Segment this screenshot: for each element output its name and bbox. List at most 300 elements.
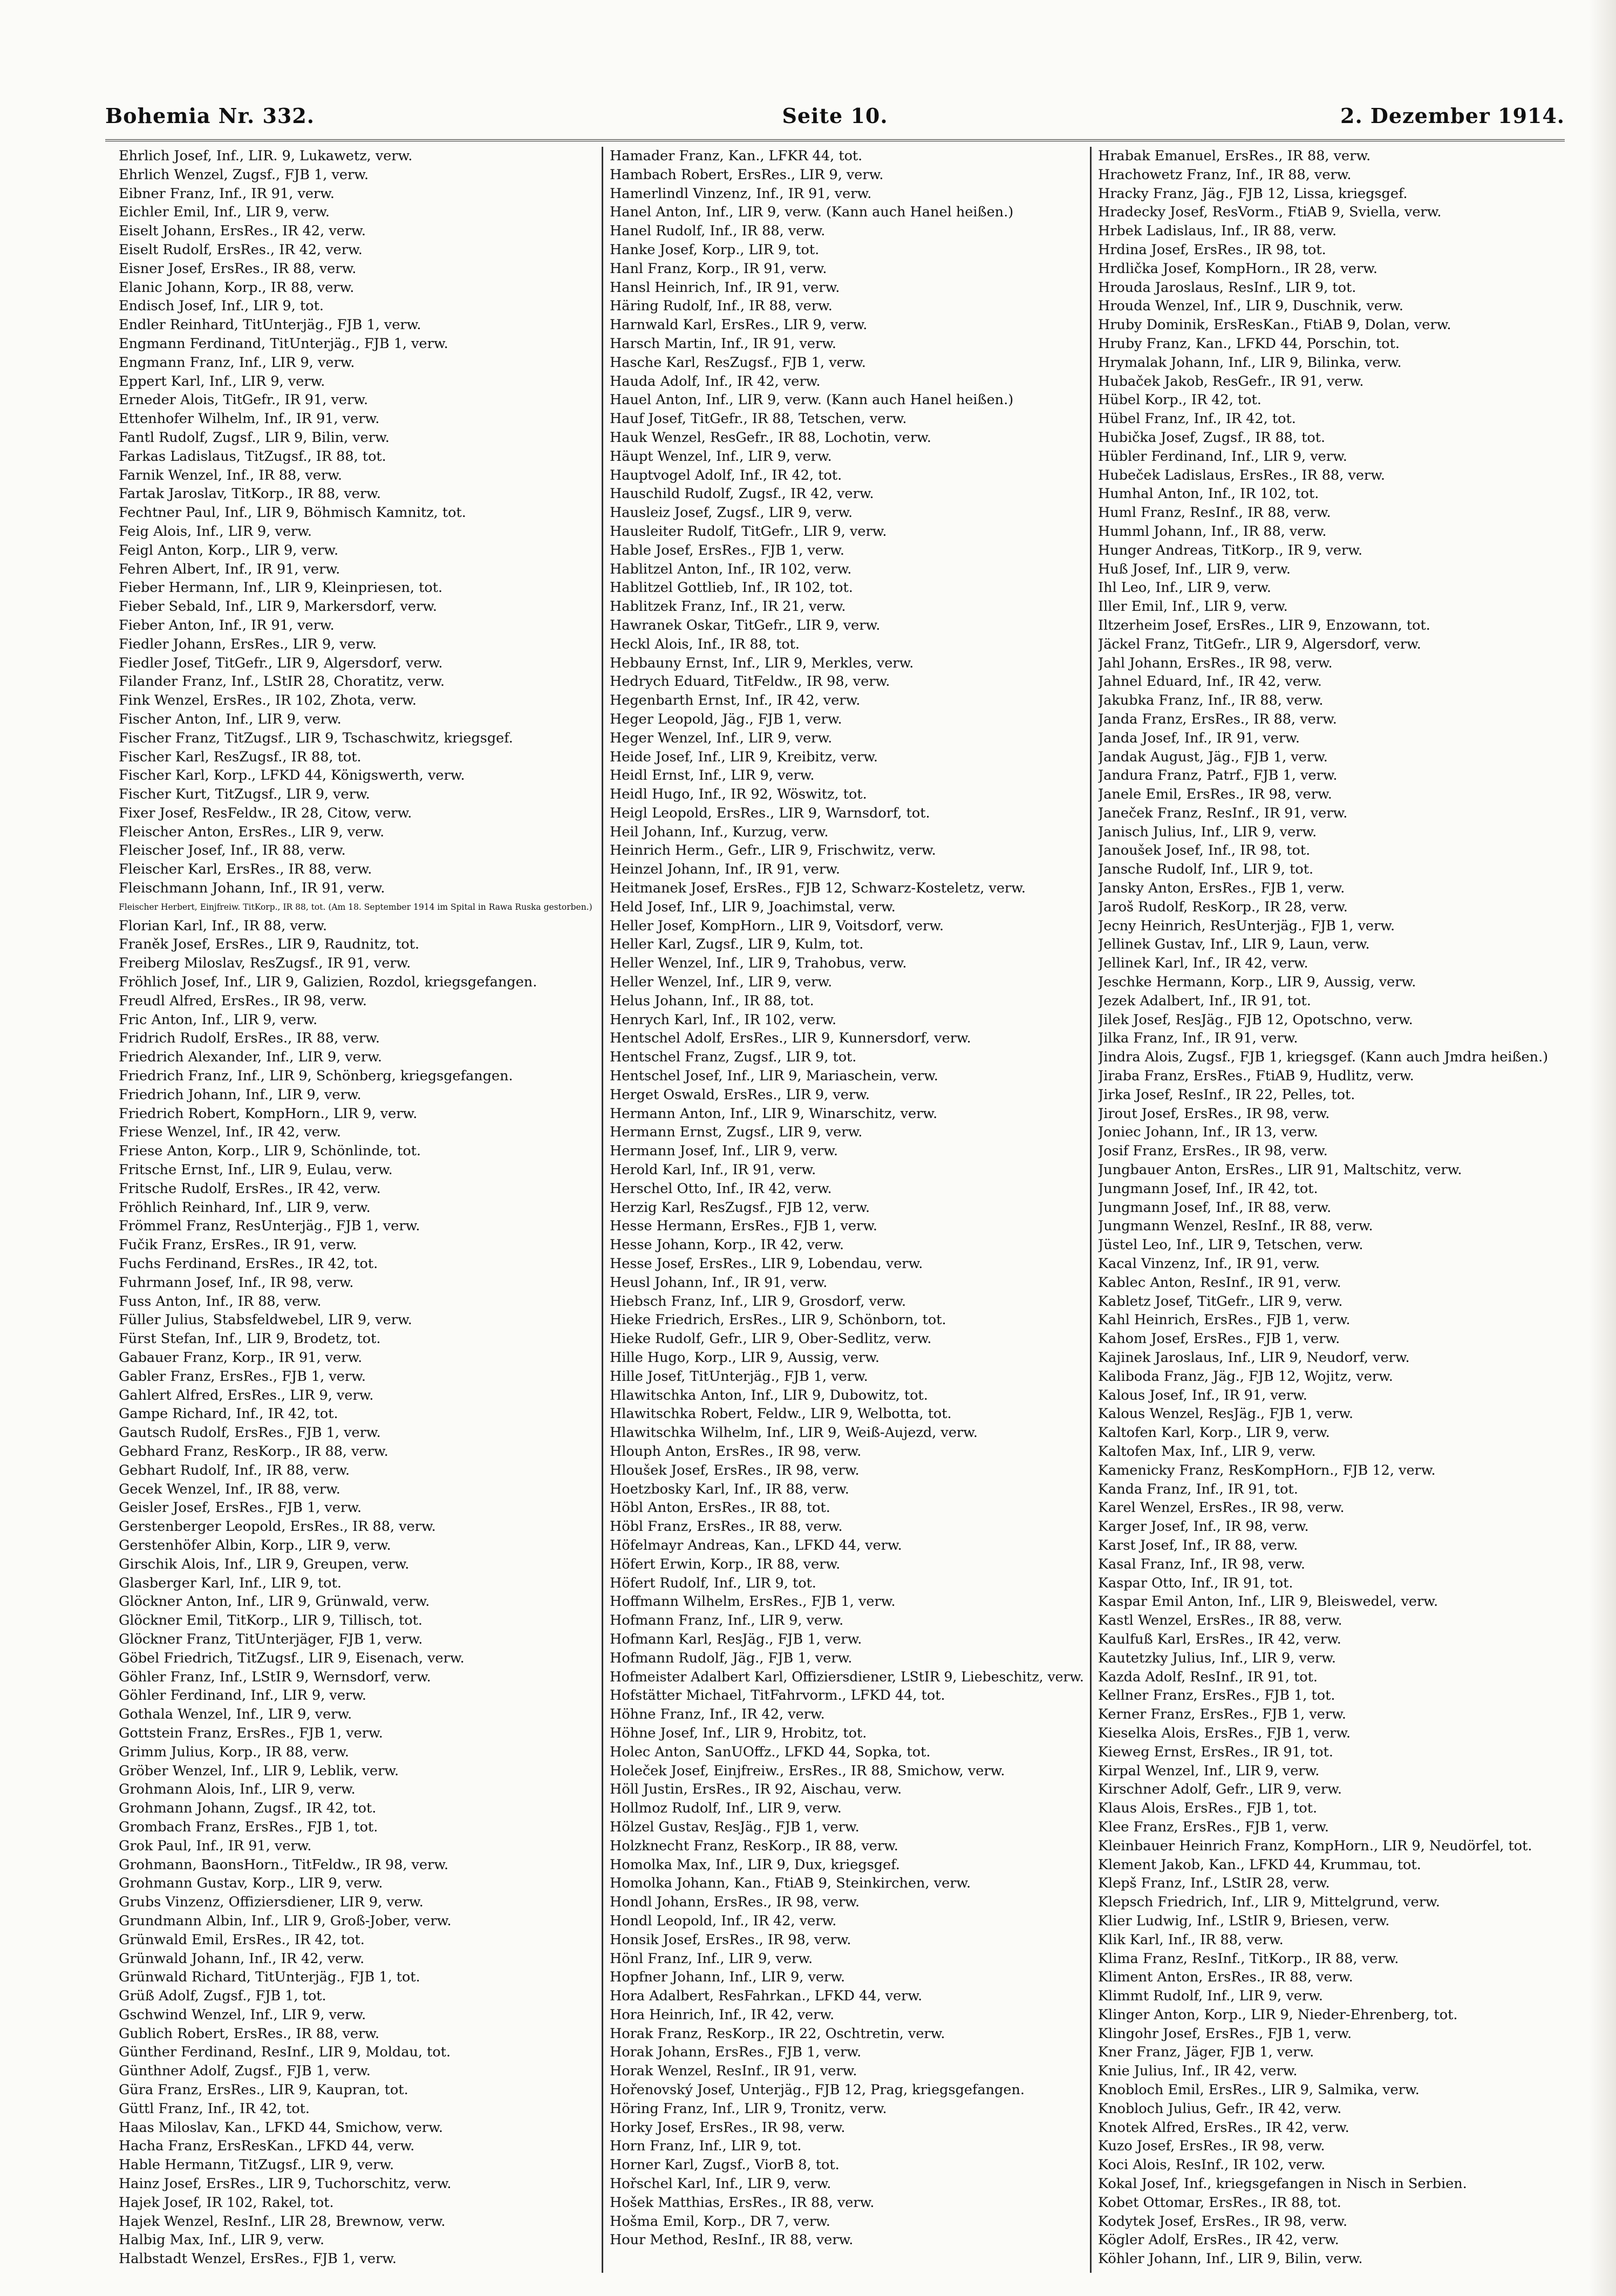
casualty-entry: Hamerlindl Vinzenz, Inf., IR 91, verw.	[610, 185, 872, 202]
casualty-entry: Joniec Johann, Inf., IR 13, verw.	[1098, 1124, 1318, 1141]
casualty-entry: Hasche Karl, ResZugsf., FJB 1, verw.	[610, 354, 866, 371]
casualty-entry: Gottstein Franz, ErsRes., FJB 1, verw.	[119, 1725, 383, 1741]
issue-date: 2. Dezember 1914.	[1340, 104, 1565, 128]
casualty-entry: Fleischmann Johann, Inf., IR 91, verw.	[119, 880, 385, 897]
casualty-entry: Kleinbauer Heinrich Franz, KompHorn., LIR 9, Neudörfel, tot.	[1098, 1837, 1532, 1854]
casualty-entry: Hübler Ferdinand, Inf., LIR 9, verw.	[1098, 448, 1347, 465]
casualty-entry: Heide Josef, Inf., LIR 9, Kreibitz, verw.	[610, 748, 878, 765]
casualty-entry: Haas Miloslav, Kan., LFKD 44, Smichow, verw.	[119, 2119, 443, 2136]
casualty-entry: Kastl Wenzel, ErsRes., IR 88, verw.	[1098, 1612, 1342, 1629]
casualty-entry: Klima Franz, ResInf., TitKorp., IR 88, verw.	[1098, 1950, 1399, 1967]
casualty-entry: Hofmann Karl, ResJäg., FJB 1, verw.	[610, 1631, 862, 1647]
casualty-entry: Jiraba Franz, ErsRes., FtiAB 9, Hudlitz, verw.	[1098, 1068, 1414, 1085]
casualty-entry: Grohmann Johann, Zugsf., IR 42, tot.	[119, 1800, 377, 1817]
casualty-entry: Kabletz Josef, TitGefr., LIR 9, verw.	[1098, 1293, 1343, 1310]
casualty-entry: Freudl Alfred, ErsRes., IR 98, verw.	[119, 992, 367, 1009]
casualty-entry: Franěk Josef, ErsRes., LIR 9, Raudnitz, tot.	[119, 936, 420, 953]
casualty-entry: Hlawitschka Robert, Feldw., LIR 9, Welbotta, tot.	[610, 1406, 952, 1422]
casualty-entry: Horak Johann, ErsRes., FJB 1, verw.	[610, 2044, 862, 2061]
casualty-entry: Heller Wenzel, Inf., LIR 9, verw.	[610, 974, 833, 991]
casualty-entry: Fröhlich Reinhard, Inf., LIR 9, verw.	[119, 1199, 371, 1216]
casualty-entry: Heger Leopold, Jäg., FJB 1, verw.	[610, 711, 842, 727]
casualty-entry: Klik Karl, Inf., IR 88, verw.	[1098, 1931, 1284, 1948]
casualty-entry: Hieke Rudolf, Gefr., LIR 9, Ober-Sedlitz, verw.	[610, 1331, 932, 1347]
casualty-entry: Hawranek Oskar, TitGefr., LIR 9, verw.	[610, 617, 881, 633]
casualty-entry: Hořenovský Josef, Unterjäg., FJB 12, Prag, kriegsgefangen.	[610, 2082, 1025, 2099]
casualty-entry: Kieselka Alois, ErsRes., FJB 1, verw.	[1098, 1725, 1351, 1741]
casualty-entry: Harnwald Karl, ErsRes., LIR 9, verw.	[610, 317, 868, 333]
casualty-entry: Grok Paul, Inf., IR 91, verw.	[119, 1837, 312, 1854]
casualty-entry: Fieber Hermann, Inf., LIR 9, Kleinpriesen, tot.	[119, 580, 443, 596]
casualty-entry: Hošek Matthias, ErsRes., IR 88, verw.	[610, 2194, 875, 2211]
casualty-entry: Fischer Franz, TitZugsf., LIR 9, Tschaschwitz, kriegsgef.	[119, 730, 513, 746]
casualty-entry: Feigl Anton, Korp., LIR 9, verw.	[119, 542, 339, 558]
casualty-entry: Gerstenberger Leopold, ErsRes., IR 88, verw.	[119, 1518, 436, 1535]
casualty-entry: Kamenicky Franz, ResKompHorn., FJB 12, verw.	[1098, 1462, 1436, 1479]
casualty-entry: Fehren Albert, Inf., IR 91, verw.	[119, 561, 340, 577]
casualty-entry: Feig Alois, Inf., LIR 9, verw.	[119, 523, 312, 540]
casualty-entry: Fleischer Anton, ErsRes., LIR 9, verw.	[119, 823, 385, 840]
casualty-entry: Göhler Ferdinand, Inf., LIR 9, verw.	[119, 1687, 367, 1704]
casualty-entry: Grohmann, BaonsHorn., TitFeldw., IR 98, verw.	[119, 1856, 449, 1873]
casualty-entry: Grünwald Richard, TitUnterjäg., FJB 1, tot.	[119, 1969, 420, 1986]
casualty-entry: Kuzo Josef, ErsRes., IR 98, verw.	[1098, 2138, 1325, 2155]
casualty-entry: Kobet Ottomar, ErsRes., IR 88, tot.	[1098, 2194, 1341, 2211]
casualty-entry: Knobloch Emil, ErsRes., LIR 9, Salmika, verw.	[1098, 2082, 1420, 2099]
casualty-entry: Jirka Josef, ResInf., IR 22, Pelles, tot.	[1098, 1086, 1355, 1103]
casualty-entry: Grünwald Emil, ErsRes., IR 42, tot.	[119, 1931, 365, 1948]
casualty-entry: Jungmann Josef, Inf., IR 42, tot.	[1098, 1180, 1318, 1197]
casualty-entry: Gschwind Wenzel, Inf., LIR 9, verw.	[119, 2006, 366, 2023]
casualty-entry: Hondl Johann, ErsRes., IR 98, verw.	[610, 1894, 860, 1911]
casualty-entry: Gampe Richard, Inf., IR 42, tot.	[119, 1406, 338, 1422]
casualty-entry: Heitmanek Josef, ErsRes., FJB 12, Schwarz-Kosteletz, verw.	[610, 880, 1026, 897]
casualty-entry: Heigl Leopold, ErsRes., LIR 9, Warnsdorf, tot.	[610, 805, 930, 821]
casualty-entry: Jahl Johann, ErsRes., IR 98, verw.	[1098, 655, 1333, 671]
casualty-entry: Fleischer Josef, Inf., IR 88, verw.	[119, 842, 346, 859]
casualty-entry: Endler Reinhard, TitUnterjäg., FJB 1, verw.	[119, 317, 421, 333]
casualty-entry: Kliment Anton, ErsRes., IR 88, verw.	[1098, 1969, 1353, 1986]
casualty-entry: Güra Franz, ErsRes., LIR 9, Kaupran, tot.	[119, 2082, 408, 2099]
casualty-entry: Hable Josef, ErsRes., FJB 1, verw.	[610, 542, 844, 558]
casualty-entry: Klement Jakob, Kan., LFKD 44, Krummau, tot.	[1098, 1856, 1421, 1873]
casualty-entry: Hölzel Gustav, ResJäg., FJB 1, verw.	[610, 1818, 860, 1835]
casualty-entry: Jandura Franz, Patrf., FJB 1, verw.	[1098, 767, 1338, 784]
casualty-entry: Filander Franz, Inf., LStIR 28, Choratitz, verw.	[119, 673, 445, 690]
casualty-entry: Janda Josef, Inf., IR 91, verw.	[1098, 730, 1300, 746]
casualty-entry: Ehrlich Wenzel, Zugsf., FJB 1, verw.	[119, 166, 369, 183]
casualty-entry: Hesse Josef, ErsRes., LIR 9, Lobendau, verw.	[610, 1256, 923, 1272]
casualty-entry: Klepsch Friedrich, Inf., LIR 9, Mittelgrund, verw.	[1098, 1894, 1440, 1911]
casualty-entry: Fischer Karl, Korp., LFKD 44, Königswerth, verw.	[119, 767, 465, 784]
page-edge	[1589, 0, 1616, 2296]
casualty-entry: Jaroš Rudolf, ResKorp., IR 28, verw.	[1098, 898, 1348, 915]
casualty-entry: Hermann Ernst, Zugsf., LIR 9, verw.	[610, 1124, 863, 1141]
casualty-entry: Grüß Adolf, Zugsf., FJB 1, tot.	[119, 1988, 326, 2005]
casualty-entry: Hacha Franz, ErsResKan., LFKD 44, verw.	[119, 2138, 415, 2155]
casualty-entry: Höll Justin, ErsRes., IR 92, Aischau, verw.	[610, 1781, 902, 1798]
casualty-entry: Hrdina Josef, ErsRes., IR 98, tot.	[1098, 241, 1326, 258]
casualty-entry: Horner Karl, Zugsf., ViorB 8, tot.	[610, 2157, 840, 2174]
casualty-entry: Eisner Josef, ErsRes., IR 88, verw.	[119, 260, 357, 277]
casualty-entry: Fürst Stefan, Inf., LIR 9, Brodetz, tot.	[119, 1331, 381, 1347]
casualty-entry: Hořschel Karl, Inf., LIR 9, verw.	[610, 2176, 831, 2192]
casualty-entry: Grünwald Johann, Inf., IR 42, verw.	[119, 1950, 365, 1967]
casualty-entry: Günthner Adolf, Zugsf., FJB 1, verw.	[119, 2063, 371, 2080]
casualty-entry: Heil Johann, Inf., Kurzug, verw.	[610, 823, 829, 840]
casualty-entry: Heller Karl, Zugsf., LIR 9, Kulm, tot.	[610, 936, 864, 953]
casualty-entry: Humml Johann, Inf., IR 88, verw.	[1098, 523, 1327, 540]
casualty-entry: Hofmann Rudolf, Jäg., FJB 1, verw.	[610, 1650, 853, 1666]
casualty-entry: Hille Josef, TitUnterjäg., FJB 1, verw.	[610, 1368, 868, 1385]
casualty-entry: Ehrlich Josef, Inf., LIR. 9, Lukawetz, verw.	[119, 148, 413, 164]
casualty-entry: Kaspar Emil Anton, Inf., LIR 9, Bleiswedel, verw.	[1098, 1593, 1438, 1610]
casualty-entry: Höfelmayr Andreas, Kan., LFKD 44, verw.	[610, 1537, 902, 1554]
casualty-entry: Hubička Josef, Zugsf., IR 88, tot.	[1098, 429, 1326, 446]
casualty-entry: Heckl Alois, Inf., IR 88, tot.	[610, 636, 800, 652]
casualty-entry: Jeschke Hermann, Korp., LIR 9, Aussig, verw.	[1098, 974, 1416, 991]
casualty-entry: Heinrich Herm., Gefr., LIR 9, Frischwitz, verw.	[610, 842, 936, 859]
casualty-entry: Girschik Alois, Inf., LIR 9, Greupen, verw.	[119, 1556, 410, 1572]
casualty-entry: Höbl Anton, ErsRes., IR 88, tot.	[610, 1500, 830, 1516]
casualty-entry: Hofmeister Adalbert Karl, Offiziersdiener, LStIR 9, Liebeschitz, verw.	[610, 1668, 1084, 1685]
casualty-entry: Fritsche Ernst, Inf., LIR 9, Eulau, verw.	[119, 1162, 393, 1178]
casualty-entry: Hübel Franz, Inf., IR 42, tot.	[1098, 411, 1296, 427]
casualty-entry: Gahlert Alfred, ErsRes., LIR 9, verw.	[119, 1387, 374, 1404]
casualty-entry: Heusl Johann, Inf., IR 91, verw.	[610, 1274, 828, 1291]
casualty-entry: Hopfner Johann, Inf., LIR 9, verw.	[610, 1969, 845, 1986]
casualty-entry: Höhne Josef, Inf., LIR 9, Hrobitz, tot.	[610, 1725, 867, 1741]
casualty-entry: Kalous Josef, Inf., IR 91, verw.	[1098, 1387, 1307, 1404]
casualty-entry: Hauschild Rudolf, Zugsf., IR 42, verw.	[610, 486, 874, 502]
casualty-entry: Gebhart Rudolf, Inf., IR 88, verw.	[119, 1462, 350, 1479]
casualty-entry: Hlawitschka Wilhelm, Inf., LIR 9, Weiß-Aujezd, verw.	[610, 1425, 978, 1441]
casualty-entry: Engmann Ferdinand, TitUnterjäg., FJB 1, verw.	[119, 335, 448, 352]
casualty-entry: Jilek Josef, ResJäg., FJB 12, Opotschno, verw.	[1098, 1011, 1413, 1028]
casualty-entry: Hruby Franz, Kan., LFKD 44, Porschin, tot.	[1098, 335, 1400, 352]
casualty-entry: Hloušek Josef, ErsRes., IR 98, verw.	[610, 1462, 860, 1479]
casualty-entry: Karst Josef, Inf., IR 88, verw.	[1098, 1537, 1298, 1554]
casualty-entry: Hönl Franz, Inf., LIR 9, verw.	[610, 1950, 813, 1967]
casualty-entry: Kanda Franz, Inf., IR 91, tot.	[1098, 1481, 1298, 1497]
casualty-entry: Janda Franz, ErsRes., IR 88, verw.	[1098, 711, 1337, 727]
casualty-entry: Glöckner Anton, Inf., LIR 9, Grünwald, verw.	[119, 1593, 430, 1610]
casualty-entry: Fiedler Josef, TitGefr., LIR 9, Algersdorf, verw.	[119, 655, 443, 671]
casualty-entry: Fröhlich Josef, Inf., LIR 9, Galizien, Rozdol, kriegsgefangen.	[119, 974, 537, 991]
casualty-entry: Hanl Franz, Korp., IR 91, verw.	[610, 260, 827, 277]
casualty-entry: Höfert Rudolf, Inf., LIR 9, tot.	[610, 1575, 816, 1591]
casualty-entry: Hruby Dominik, ErsResKan., FtiAB 9, Dolan, verw.	[1098, 317, 1451, 333]
casualty-entry: Kieweg Ernst, ErsRes., IR 91, tot.	[1098, 1743, 1333, 1760]
casualty-entry: Heller Josef, KompHorn., LIR 9, Voitsdorf, verw.	[610, 917, 944, 934]
casualty-entry: Höring Franz, Inf., LIR 9, Tronitz, verw.	[610, 2100, 887, 2117]
casualty-entry: Kasal Franz, Inf., IR 98, verw.	[1098, 1556, 1305, 1572]
casualty-entry: Horak Wenzel, ResInf., IR 91, verw.	[610, 2063, 857, 2080]
casualty-entry: Glöckner Franz, TitUnterjäger, FJB 1, verw.	[119, 1631, 423, 1647]
casualty-entry: Kaliboda Franz, Jäg., FJB 12, Wojitz, verw.	[1098, 1368, 1393, 1385]
casualty-entry: Klee Franz, ErsRes., FJB 1, verw.	[1098, 1818, 1329, 1835]
casualty-entry: Gecek Wenzel, Inf., IR 88, verw.	[119, 1481, 340, 1497]
casualty-entry: Eppert Karl, Inf., LIR 9, verw.	[119, 373, 325, 390]
casualty-entry: Fischer Anton, Inf., LIR 9, verw.	[119, 711, 342, 727]
casualty-entry: Hesse Hermann, ErsRes., FJB 1, verw.	[610, 1218, 878, 1235]
casualty-entry: Kahom Josef, ErsRes., FJB 1, verw.	[1098, 1331, 1340, 1347]
casualty-entry: Jindra Alois, Zugsf., FJB 1, kriegsgef. (Kann auch Jmdra heißen.)	[1098, 1049, 1549, 1066]
casualty-entry: Hedrych Eduard, TitFeldw., IR 98, verw.	[610, 673, 890, 690]
casualty-entry: Hrbek Ladislaus, Inf., IR 88, verw.	[1098, 223, 1337, 240]
casualty-entry: Hentschel Josef, Inf., LIR 9, Mariaschein, verw.	[610, 1068, 938, 1085]
casualty-entry: Herzig Karl, ResZugsf., FJB 12, verw.	[610, 1199, 870, 1216]
casualty-entry: Günther Ferdinand, ResInf., LIR 9, Moldau, tot.	[119, 2044, 451, 2061]
casualty-entry: Glöckner Emil, TitKorp., LIR 9, Tillisch, tot.	[119, 1612, 423, 1629]
casualty-entry: Hesse Johann, Korp., IR 42, verw.	[610, 1237, 844, 1253]
casualty-entry: Fleischer Herbert, Einjfreiw. TitKorp., IR 88, tot. (Am 18. September 1914 im Spital in Rawa Ruska gestorben.)	[119, 902, 592, 912]
casualty-entry: Hauk Wenzel, ResGefr., IR 88, Lochotin, verw.	[610, 429, 931, 446]
casualty-entry: Koci Alois, ResInf., IR 102, verw.	[1098, 2157, 1326, 2174]
casualty-entry: Hebbauny Ernst, Inf., LIR 9, Merkles, verw.	[610, 655, 914, 671]
casualty-entry: Hiebsch Franz, Inf., LIR 9, Grosdorf, verw.	[610, 1293, 906, 1310]
page-number: Seite 10.	[782, 104, 888, 128]
newspaper-issue: Bohemia Nr. 332.	[105, 104, 315, 128]
casualty-entry: Grubs Vinzenz, Offiziersdiener, LIR 9, verw.	[119, 1894, 424, 1911]
casualty-entry: Ettenhofer Wilhelm, Inf., IR 91, verw.	[119, 411, 380, 427]
casualty-entry: Kirpal Wenzel, Inf., LIR 9, verw.	[1098, 1762, 1320, 1779]
casualty-entry: Jungmann Wenzel, ResInf., IR 88, verw.	[1098, 1218, 1373, 1235]
casualty-entry: Holeček Josef, Einjfreiw., ErsRes., IR 88, Smichow, verw.	[610, 1762, 1005, 1779]
casualty-entry: Gröber Wenzel, Inf., LIR 9, Leblik, verw.	[119, 1762, 399, 1779]
casualty-entry: Janisch Julius, Inf., LIR 9, verw.	[1098, 823, 1317, 840]
casualty-entry: Hanke Josef, Korp., LIR 9, tot.	[610, 241, 820, 258]
casualty-entry: Hablitzel Anton, Inf., IR 102, verw.	[610, 561, 852, 577]
casualty-entry: Fink Wenzel, ErsRes., IR 102, Zhota, verw.	[119, 692, 417, 709]
casualty-entry: Hunger Andreas, TitKorp., IR 9, verw.	[1098, 542, 1363, 558]
casualty-entry: Hegenbarth Ernst, Inf., IR 42, verw.	[610, 692, 861, 709]
casualty-entry: Knotek Alfred, ErsRes., IR 42, verw.	[1098, 2119, 1349, 2136]
casualty-entry: Hajek Josef, IR 102, Rakel, tot.	[119, 2194, 334, 2211]
casualty-entry: Häupt Wenzel, Inf., LIR 9, verw.	[610, 448, 832, 465]
casualty-entry: Hentschel Franz, Zugsf., LIR 9, tot.	[610, 1049, 857, 1066]
casualty-entry: Hanel Anton, Inf., LIR 9, verw. (Kann auch Hanel heißen.)	[610, 204, 1014, 221]
casualty-entry: Kablec Anton, ResInf., IR 91, verw.	[1098, 1274, 1341, 1291]
casualty-entry: Fantl Rudolf, Zugsf., LIR 9, Bilin, verw.	[119, 429, 390, 446]
casualty-entry: Hauda Adolf, Inf., IR 42, verw.	[610, 373, 821, 390]
casualty-entry: Hainz Josef, ErsRes., LIR 9, Tuchorschitz, verw.	[119, 2176, 452, 2192]
casualty-entry: Hora Adalbert, ResFahrkan., LFKD 44, verw.	[610, 1988, 923, 2005]
casualty-entry: Jezek Adalbert, Inf., IR 91, tot.	[1098, 992, 1311, 1009]
casualty-entry: Fixer Josef, ResFeldw., IR 28, Citow, verw.	[119, 805, 412, 821]
casualty-entry: Hlouph Anton, ErsRes., IR 98, verw.	[610, 1443, 862, 1460]
casualty-entry: Freiberg Miloslav, ResZugsf., IR 91, verw.	[119, 955, 411, 972]
casualty-entry: Kautetzky Julius, Inf., LIR 9, verw.	[1098, 1650, 1337, 1666]
casualty-entry: Homolka Max, Inf., LIR 9, Dux, kriegsgef.	[610, 1856, 900, 1873]
casualty-entry: Hable Hermann, TitZugsf., LIR 9, verw.	[119, 2157, 394, 2174]
casualty-list-column-1	[119, 147, 594, 2278]
casualty-entry: Hauel Anton, Inf., LIR 9, verw. (Kann auch Hanel heißen.)	[610, 392, 1014, 408]
casualty-entry: Jilka Franz, Inf., IR 91, verw.	[1098, 1030, 1298, 1047]
casualty-entry: Klingohr Josef, ErsRes., FJB 1, verw.	[1098, 2025, 1352, 2042]
casualty-entry: Kirschner Adolf, Gefr., LIR 9, verw.	[1098, 1781, 1342, 1798]
casualty-entry: Hofmann Franz, Inf., LIR 9, verw.	[610, 1612, 844, 1629]
casualty-entry: Fischer Karl, ResZugsf., IR 88, tot.	[119, 748, 362, 765]
casualty-entry: Köhler Johann, Inf., LIR 9, Bilin, verw.	[1098, 2251, 1363, 2267]
casualty-entry: Gerstenhöfer Albin, Korp., LIR 9, verw.	[119, 1537, 391, 1554]
casualty-entry: Klaus Alois, ErsRes., FJB 1, tot.	[1098, 1800, 1318, 1817]
page-header	[105, 96, 1565, 141]
casualty-entry: Friedrich Robert, KompHorn., LIR 9, verw.	[119, 1105, 418, 1122]
casualty-entry: Hubeček Ladislaus, ErsRes., IR 88, verw.	[1098, 467, 1386, 483]
casualty-entry: Karel Wenzel, ErsRes., IR 98, verw.	[1098, 1500, 1345, 1516]
casualty-entry: Hondl Leopold, Inf., IR 42, verw.	[610, 1912, 837, 1929]
casualty-entry: Friese Wenzel, Inf., IR 42, verw.	[119, 1124, 341, 1141]
casualty-entry: Jungbauer Anton, ErsRes., LIR 91, Maltschitz, verw.	[1098, 1162, 1462, 1178]
casualty-entry: Harsch Martin, Inf., IR 91, verw.	[610, 335, 837, 352]
casualty-entry: Huml Franz, ResInf., IR 88, verw.	[1098, 505, 1331, 521]
casualty-entry: Fridrich Rudolf, ErsRes., IR 88, verw.	[119, 1030, 380, 1047]
casualty-entry: Höfert Erwin, Korp., IR 88, verw.	[610, 1556, 841, 1572]
casualty-entry: Helus Johann, Inf., IR 88, tot.	[610, 992, 814, 1009]
casualty-entry: Hambach Robert, ErsRes., LIR 9, verw.	[610, 166, 884, 183]
casualty-entry: Hradecky Josef, ResVorm., FtiAB 9, Sviella, verw.	[1098, 204, 1442, 221]
casualty-entry: Janele Emil, ErsRes., IR 98, verw.	[1098, 786, 1332, 803]
casualty-entry: Hubaček Jakob, ResGefr., IR 91, verw.	[1098, 373, 1364, 390]
casualty-entry: Friedrich Franz, Inf., LIR 9, Schönberg, kriegsgefangen.	[119, 1068, 513, 1085]
casualty-entry: Kaspar Otto, Inf., IR 91, tot.	[1098, 1575, 1293, 1591]
casualty-entry: Kaltofen Karl, Korp., LIR 9, verw.	[1098, 1425, 1330, 1441]
casualty-entry: Hajek Wenzel, ResInf., LIR 28, Brewnow, verw.	[119, 2213, 446, 2230]
casualty-entry: Heinzel Johann, Inf., IR 91, verw.	[610, 861, 840, 878]
casualty-entry: Fechtner Paul, Inf., LIR 9, Böhmisch Kamnitz, tot.	[119, 505, 466, 521]
casualty-entry: Hošma Emil, Korp., DR 7, verw.	[610, 2213, 830, 2230]
casualty-entry: Hrymalak Johann, Inf., LIR 9, Bilinka, verw.	[1098, 354, 1402, 371]
casualty-entry: Grundmann Albin, Inf., LIR 9, Groß-Jober, verw.	[119, 1912, 452, 1929]
casualty-entry: Hour Method, ResInf., IR 88, verw.	[610, 2232, 854, 2249]
casualty-entry: Herschel Otto, Inf., IR 42, verw.	[610, 1180, 832, 1197]
casualty-entry: Höhne Franz, Inf., IR 42, verw.	[610, 1706, 825, 1723]
casualty-entry: Humhal Anton, Inf., IR 102, tot.	[1098, 486, 1319, 502]
casualty-entry: Hrouda Wenzel, Inf., LIR 9, Duschnik, verw.	[1098, 298, 1403, 315]
casualty-entry: Kaulfuß Karl, ErsRes., IR 42, verw.	[1098, 1631, 1341, 1647]
casualty-entry: Fuchs Ferdinand, ErsRes., IR 42, tot.	[119, 1256, 378, 1272]
casualty-entry: Heidl Hugo, Inf., IR 92, Wöswitz, tot.	[610, 786, 867, 803]
casualty-entry: Gabauer Franz, Korp., IR 91, verw.	[119, 1350, 363, 1366]
casualty-entry: Hablitzel Gottlieb, Inf., IR 102, tot.	[610, 580, 853, 596]
casualty-entry: Grimm Julius, Korp., IR 88, verw.	[119, 1743, 350, 1760]
casualty-entry: Friese Anton, Korp., LIR 9, Schönlinde, tot.	[119, 1143, 421, 1160]
casualty-entry: Hofstätter Michael, TitFahrvorm., LFKD 44, tot.	[610, 1687, 945, 1704]
casualty-entry: Eiselt Rudolf, ErsRes., IR 42, verw.	[119, 241, 363, 258]
casualty-entry: Henrych Karl, Inf., IR 102, verw.	[610, 1011, 837, 1028]
casualty-entry: Horak Franz, ResKorp., IR 22, Oschtretin, verw.	[610, 2025, 945, 2042]
casualty-entry: Klinger Anton, Korp., LIR 9, Nieder-Ehrenberg, tot.	[1098, 2006, 1458, 2023]
casualty-entry: Jungmann Josef, Inf., IR 88, verw.	[1098, 1199, 1332, 1216]
casualty-entry: Hrouda Jaroslaus, ResInf., LIR 9, tot.	[1098, 279, 1356, 296]
casualty-entry: Hamader Franz, Kan., LFKR 44, tot.	[610, 148, 863, 164]
casualty-entry: Güttl Franz, Inf., IR 42, tot.	[119, 2100, 310, 2117]
casualty-entry: Göbel Friedrich, TitZugsf., LIR 9, Eisenach, verw.	[119, 1650, 465, 1666]
casualty-entry: Jansche Rudolf, Inf., LIR 9, tot.	[1098, 861, 1314, 878]
casualty-entry: Hrdlička Josef, KompHorn., IR 28, verw.	[1098, 260, 1378, 277]
casualty-entry: Füller Julius, Stabsfeldwebel, LIR 9, verw.	[119, 1312, 412, 1328]
casualty-entry: Jandak August, Jäg., FJB 1, verw.	[1098, 748, 1328, 765]
casualty-entry: Eichler Emil, Inf., LIR 9, verw.	[119, 204, 330, 221]
casualty-entry: Hoffmann Wilhelm, ErsRes., FJB 1, verw.	[610, 1593, 896, 1610]
casualty-entry: Jellinek Karl, Inf., IR 42, verw.	[1098, 955, 1308, 972]
casualty-entry: Jäckel Franz, TitGefr., LIR 9, Algersdorf, verw.	[1098, 636, 1421, 652]
casualty-entry: Hora Heinrich, Inf., IR 42, verw.	[610, 2006, 835, 2023]
casualty-entry: Jecny Heinrich, ResUnterjäg., FJB 1, verw.	[1098, 917, 1395, 934]
casualty-entry: Jirout Josef, ErsRes., IR 98, verw.	[1098, 1105, 1330, 1122]
casualty-entry: Erneder Alois, TitGefr., IR 91, verw.	[119, 392, 369, 408]
casualty-entry: Hoetzbosky Karl, Inf., IR 88, verw.	[610, 1481, 849, 1497]
casualty-entry: Josif Franz, ErsRes., IR 98, verw.	[1098, 1143, 1328, 1160]
casualty-entry: Gautsch Rudolf, ErsRes., FJB 1, verw.	[119, 1425, 381, 1441]
casualty-entry: Janoušek Josef, Inf., IR 98, tot.	[1098, 842, 1311, 859]
casualty-entry: Homolka Johann, Kan., FtiAB 9, Steinkirchen, verw.	[610, 1875, 971, 1892]
casualty-entry: Horky Josef, ErsRes., IR 98, verw.	[610, 2119, 845, 2136]
casualty-entry: Fiedler Johann, ErsRes., LIR 9, verw.	[119, 636, 377, 652]
casualty-entry: Iltzerheim Josef, ErsRes., LIR 9, Enzowann, tot.	[1098, 617, 1430, 633]
casualty-entry: Friedrich Johann, Inf., LIR 9, verw.	[119, 1086, 362, 1103]
casualty-entry: Hauptvogel Adolf, Inf., IR 42, tot.	[610, 467, 842, 483]
casualty-entry: Hausleiz Josef, Zugsf., LIR 9, verw.	[610, 505, 853, 521]
casualty-entry: Fučik Franz, ErsRes., IR 91, verw.	[119, 1237, 357, 1253]
casualty-entry: Gebhard Franz, ResKorp., IR 88, verw.	[119, 1443, 388, 1460]
casualty-entry: Klepš Franz, Inf., LStIR 28, verw.	[1098, 1875, 1330, 1892]
casualty-entry: Iller Emil, Inf., LIR 9, verw.	[1098, 598, 1288, 615]
casualty-entry: Hermann Anton, Inf., LIR 9, Winarschitz, verw.	[610, 1105, 938, 1122]
casualty-entry: Glasberger Karl, Inf., LIR 9, tot.	[119, 1575, 342, 1591]
casualty-entry: Fuhrmann Josef, Inf., IR 98, verw.	[119, 1274, 354, 1291]
casualty-entry: Göhler Franz, Inf., LStIR 9, Wernsdorf, verw.	[119, 1668, 431, 1685]
casualty-entry: Engmann Franz, Inf., LIR 9, verw.	[119, 354, 355, 371]
casualty-entry: Kahl Heinrich, ErsRes., FJB 1, verw.	[1098, 1312, 1351, 1328]
casualty-entry: Florian Karl, Inf., IR 88, verw.	[119, 917, 328, 934]
casualty-entry: Knie Julius, Inf., IR 42, verw.	[1098, 2063, 1298, 2080]
casualty-entry: Fleischer Karl, ErsRes., IR 88, verw.	[119, 861, 372, 878]
casualty-entry: Fieber Sebald, Inf., LIR 9, Markersdorf, verw.	[119, 598, 438, 615]
casualty-entry: Kacal Vinzenz, Inf., IR 91, verw.	[1098, 1256, 1320, 1272]
casualty-entry: Geisler Josef, ErsRes., FJB 1, verw.	[119, 1500, 362, 1516]
casualty-entry: Fieber Anton, Inf., IR 91, verw.	[119, 617, 335, 633]
casualty-entry: Kner Franz, Jäger, FJB 1, verw.	[1098, 2044, 1314, 2061]
casualty-entry: Janeček Franz, ResInf., IR 91, verw.	[1098, 805, 1348, 821]
casualty-entry: Endisch Josef, Inf., LIR 9, tot.	[119, 298, 324, 315]
casualty-entry: Honsik Josef, ErsRes., IR 98, verw.	[610, 1931, 851, 1948]
casualty-entry: Friedrich Alexander, Inf., LIR 9, verw.	[119, 1049, 382, 1066]
casualty-entry: Kaltofen Max, Inf., LIR 9, verw.	[1098, 1443, 1316, 1460]
casualty-entry: Hracky Franz, Jäg., FJB 12, Lissa, kriegsgef.	[1098, 185, 1408, 202]
casualty-entry: Gabler Franz, ErsRes., FJB 1, verw.	[119, 1368, 366, 1385]
casualty-entry: Kodytek Josef, ErsRes., IR 98, verw.	[1098, 2213, 1348, 2230]
casualty-entry: Kerner Franz, ErsRes., FJB 1, verw.	[1098, 1706, 1346, 1723]
casualty-entry: Eibner Franz, Inf., IR 91, verw.	[119, 185, 335, 202]
casualty-entry: Kazda Adolf, ResInf., IR 91, tot.	[1098, 1668, 1318, 1685]
column-divider	[602, 147, 603, 2273]
casualty-entry: Fuss Anton, Inf., IR 88, verw.	[119, 1293, 322, 1310]
casualty-entry: Jakubka Franz, Inf., IR 88, verw.	[1098, 692, 1324, 709]
casualty-entry: Häring Rudolf, Inf., IR 88, verw.	[610, 298, 833, 315]
casualty-entry: Farnik Wenzel, Inf., IR 88, verw.	[119, 467, 343, 483]
casualty-entry: Kellner Franz, ErsRes., FJB 1, tot.	[1098, 1687, 1335, 1704]
casualty-entry: Knobloch Julius, Gefr., IR 42, verw.	[1098, 2100, 1342, 2117]
casualty-entry: Farkas Ladislaus, TitZugsf., IR 88, tot.	[119, 448, 386, 465]
casualty-entry: Jahnel Eduard, Inf., IR 42, verw.	[1098, 673, 1322, 690]
casualty-entry: Frömmel Franz, ResUnterjäg., FJB 1, verw.	[119, 1218, 420, 1235]
casualty-entry: Hentschel Adolf, ErsRes., LIR 9, Kunnersdorf, verw.	[610, 1030, 971, 1047]
casualty-entry: Hollmoz Rudolf, Inf., LIR 9, verw.	[610, 1800, 842, 1817]
casualty-entry: Hauf Josef, TitGefr., IR 88, Tetschen, verw.	[610, 411, 907, 427]
casualty-entry: Klimmt Rudolf, Inf., LIR 9, verw.	[1098, 1988, 1323, 2005]
